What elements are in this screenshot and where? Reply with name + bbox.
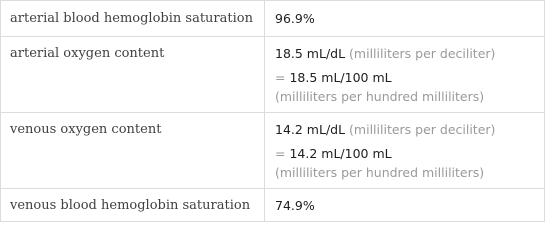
row-value-text: 96.9% [275,11,315,26]
row-label-text: arterial blood hemoglobin saturation [10,11,253,26]
row-label [1,1,265,36]
alt-value: 18.5 mL/100 mL [289,70,392,85]
alt-unit-description: (milliliters per hundred milliliters) [275,165,485,180]
unit-description: (milliliters per deciliter) [349,46,496,61]
value-main: 14.2 mL/dL [275,122,346,137]
alt-value: 14.2 mL/100 mL [289,146,392,161]
row-label [1,113,265,188]
row-label-text: arterial oxygen content [10,46,165,61]
value-main: 18.5 mL/dL [275,46,346,61]
row-value [265,37,544,113]
unit-description: (milliliters per deciliter) [349,122,496,137]
row-label [1,37,265,112]
row-value-line [275,46,495,61]
row-value [265,113,544,189]
row-value [265,189,544,223]
row-value-line [275,122,495,137]
table-row-venous-oxygen-content [1,112,544,188]
table-row-arterial-oxygen-content [1,36,544,112]
row-value [265,1,544,36]
row-alt-value-line [275,70,392,85]
table-row-venous-saturation [1,188,544,222]
row-label [1,189,265,222]
row-value-text: 74.9% [275,198,315,213]
equals-sign: = [275,70,286,85]
row-alt-value-line [275,146,392,161]
alt-unit-description: (milliliters per hundred milliliters) [275,89,485,104]
row-label-text: venous oxygen content [10,122,162,137]
equals-sign: = [275,146,286,161]
row-label-text: venous blood hemoglobin saturation [10,198,251,213]
table-row-arterial-saturation [1,1,544,36]
